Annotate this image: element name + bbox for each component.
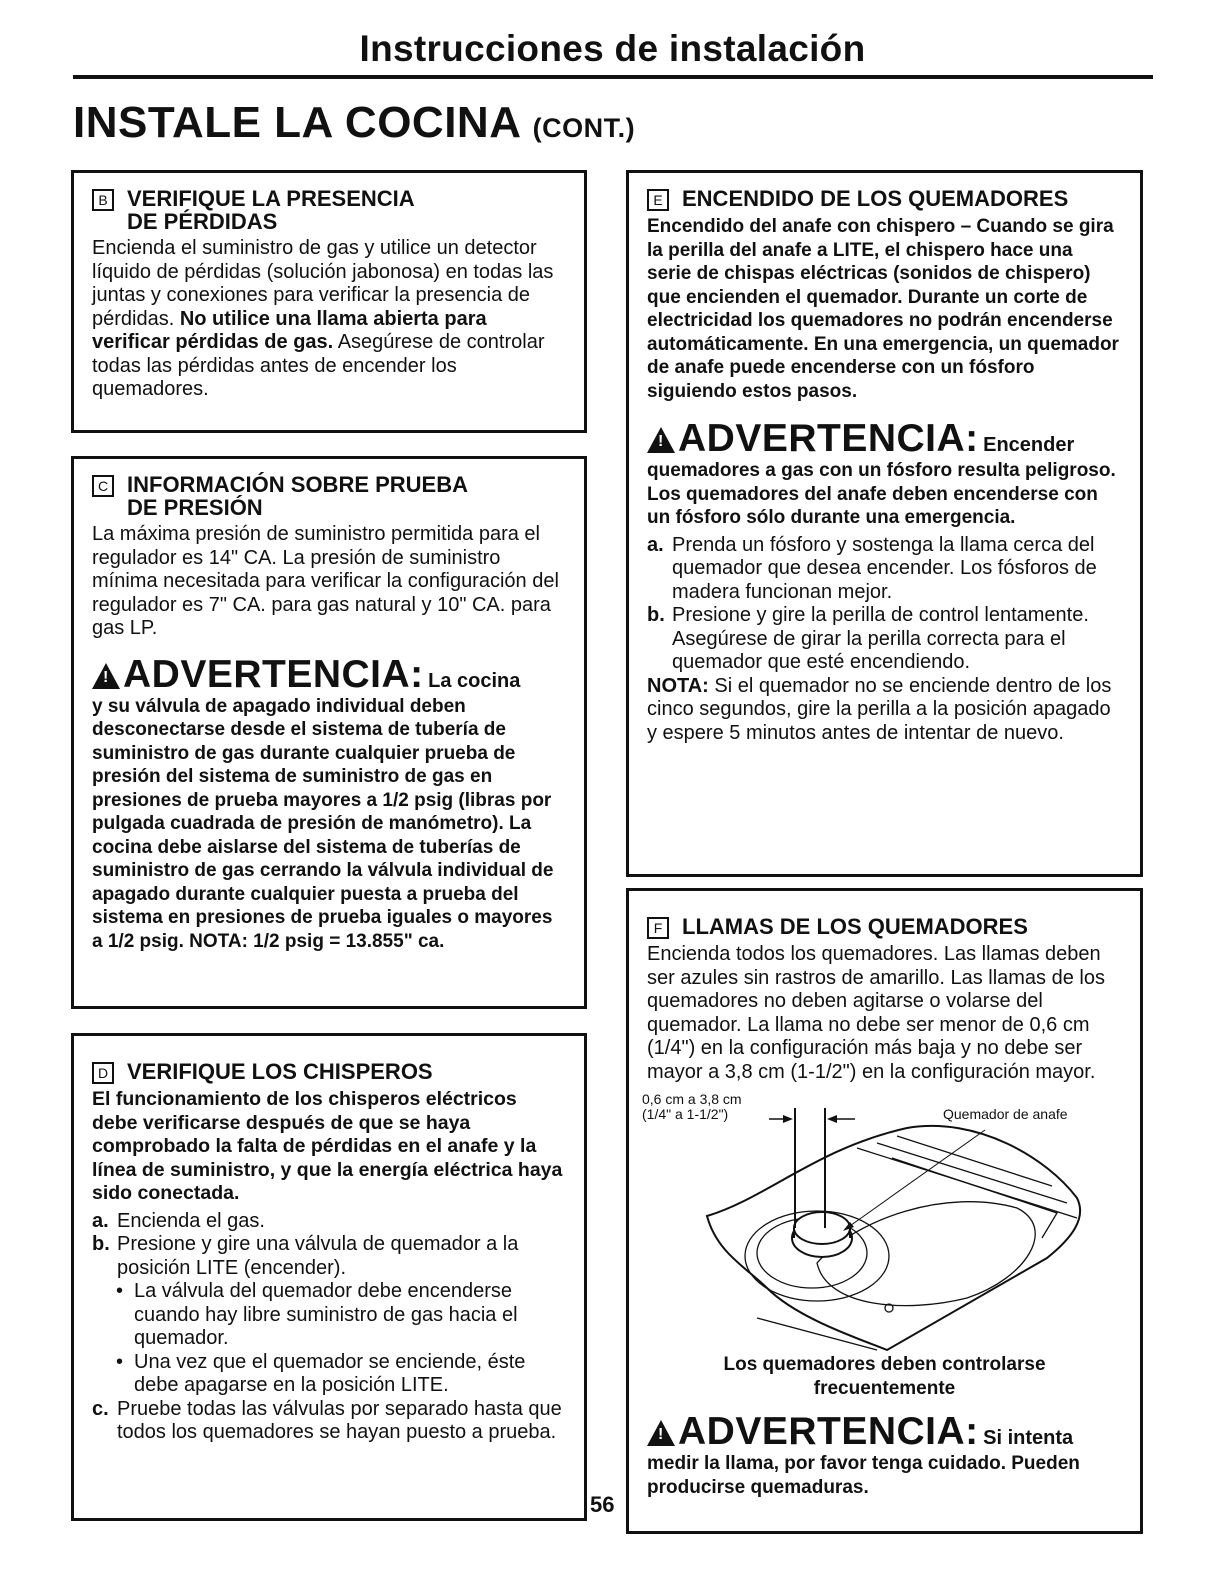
section-body (92, 237, 566, 402)
step-b (647, 604, 1122, 675)
warning-heading (92, 652, 566, 696)
step-a (647, 534, 1122, 605)
header-divider (73, 75, 1153, 79)
body-text-1: Encienda el suministro de gas y utilice un detector líquido de pérdidas (solución jabonosa) en todas las juntas y conexiones para verificar la presencia de pérdidas. (92, 237, 554, 330)
step-b (92, 1233, 566, 1280)
section-title: LLAMAS DE LOS QUEMADORES (682, 914, 1028, 939)
section-heading (647, 187, 1122, 211)
figure-caption-line1: Los quemadores deben controlarse (723, 1354, 1046, 1375)
section-check-igniters (71, 1033, 587, 1521)
warning-word: ADVERTENCIA: (123, 652, 424, 696)
step-a (92, 1210, 566, 1234)
step-label: b. (647, 604, 665, 626)
section-bold-text: El funcionamiento de los chisperos eléctricos debe verificarse después de que se haya comprobado la falta de pérdidas en el anafe y la línea de suministro, y que la energía eléctrica haya sido conectada. (92, 1088, 563, 1204)
warning-heading (647, 419, 1122, 459)
cooktop-burner-illustration (647, 1088, 1127, 1353)
page-number: 56 (590, 1492, 615, 1517)
step-text: Presione y gire la perilla de control lentamente. Asegúrese de girar la perilla correcta para el quemador que esté encendiendo. (672, 604, 1089, 673)
note-text: Si el quemador no se enciende dentro de los cinco segundos, gire la perilla a la posición apagado y espere 5 minutos antes de intentar de nuevo. (647, 674, 1112, 744)
section-title (127, 187, 566, 233)
bullet-icon: • (116, 1280, 124, 1302)
warning-lead: La cocina (428, 669, 521, 692)
step-c (92, 1398, 566, 1445)
section-body: Encienda todos los quemadores. Las llamas deben ser azules sin rastros de amarillo. Las llamas de los quemadores no deben agitarse o volarse del quemador. La llama no debe ser menor de 0,6 cm (1/4") en la configuración más baja y no debe ser mayor a 3,8 cm (1-1/2") en la configuración mayor. (647, 943, 1105, 1083)
page-heading (73, 98, 635, 148)
warning-triangle-icon (647, 427, 675, 453)
section-heading (647, 915, 1122, 939)
figure-label-range: 0,6 cm a 3,8 cm (642, 1091, 742, 1107)
step-label: b. (92, 1233, 110, 1255)
section-pressure-test (71, 456, 587, 1009)
step-text: Prenda un fósforo y sostenga la llama cerca del quemador que desea encender. Los fósforos de madera funcionan mejor. (672, 533, 1097, 603)
body-bold: No utilice una llama abierta para verificar pérdidas de gas. (92, 307, 487, 353)
section-title (127, 473, 566, 519)
warning-triangle-icon (92, 663, 120, 689)
section-heading (92, 1060, 566, 1084)
section-letter-b: B (92, 189, 114, 211)
section-letter-c: C (92, 475, 114, 497)
bullet-item (92, 1280, 566, 1351)
warning-text: medir la llama, por favor tenga cuidado. Pueden producirse quemaduras. (647, 1453, 1080, 1498)
warning-text: y su válvula de apagado individual deben desconectarse desde el sistema de tubería de suministro de gas durante cualquier prueba de presión del sistema de suministro de gas en presiones de prueba mayores a 1/2 psig (libras por pulgada cuadrada de presión de manómetro). La cocina debe aislarse del sistema de tuberías de suministro de gas cerrando la válvula individual de apagado durante cualquier puesta a prueba del sistema en presiones de prueba iguales o mayores a 1/2 psig. NOTA: 1/2 psig = 13.855" ca. (92, 695, 554, 952)
figure-caption-line2: frecuentemente (813, 1377, 956, 1399)
section-bold-text: Encendido del anafe con chispero – Cuando se gira la perilla del anafe a LITE, el chispero hace una serie de chispas eléctricas (sonidos de chispero) que encienden el quemador. Durante un corte de electricidad los quemadores no podrán encenderse automáticamente. En una emergencia, un quemador de anafe puede encenderse con un fósforo siguiendo estos pasos. (647, 216, 1119, 402)
body-text-2: Asegúrese de controlar todas las pérdidas antes de encender los quemadores. (92, 331, 545, 400)
page-heading-suffix: (CONT.) (532, 113, 636, 143)
step-label: c. (92, 1397, 109, 1420)
section-heading (92, 187, 566, 233)
section-title-line1: INFORMACIÓN SOBRE PRUEBA (127, 472, 469, 497)
section-body: La máxima presión de suministro permitida para el regulador es 14" CA. La presión de suministro mínima necesitada para verificar la configuración del regulador es 7" CA. para gas natural y 10" CA. para gas LP. (92, 523, 559, 639)
step-text: Encienda el gas. (117, 1209, 265, 1232)
step-label: a. (647, 533, 664, 556)
bullet-item (92, 1351, 566, 1398)
step-text: Presione y gire una válvula de quemador a la posición LITE (encender). (117, 1233, 519, 1279)
warning-lead: Si intenta (983, 1427, 1074, 1449)
section-title: ENCENDIDO DE LOS QUEMADORES (682, 186, 1069, 211)
section-letter-e: E (647, 189, 669, 211)
section-letter-d: D (92, 1062, 114, 1084)
figure-label-range-inches: (1/4" a 1-1/2") (642, 1106, 729, 1122)
bullet-text: Una vez que el quemador se enciende, éste debe apagarse en la posición LITE. (134, 1350, 526, 1396)
warning-word: ADVERTENCIA: (678, 417, 979, 460)
section-title-line1: VERIFIQUE LA PRESENCIA (127, 186, 415, 211)
section-title-line2: DE PRESIÓN (127, 495, 263, 520)
step-label: a. (92, 1209, 109, 1232)
burner-figure (642, 1088, 1122, 1353)
warning-heading (647, 1412, 1122, 1452)
section-letter-f: F (647, 917, 669, 939)
note-label: NOTA: (647, 674, 709, 697)
figure-caption (647, 1353, 1122, 1400)
section-title: VERIFIQUE LOS CHISPEROS (127, 1059, 433, 1084)
section-heading (92, 473, 566, 519)
bullet-icon: • (116, 1350, 124, 1373)
document-header-title: Instrucciones de instalación (359, 28, 866, 69)
step-text: Pruebe todas las válvulas por separado hasta que todos los quemadores se hayan puesto a prueba. (117, 1397, 562, 1443)
section-title-line2: DE PÉRDIDAS (127, 209, 278, 234)
note (647, 675, 1122, 746)
warning-word: ADVERTENCIA: (678, 1410, 979, 1453)
section-burner-flames (626, 888, 1143, 1534)
bullet-text: La válvula del quemador debe encenderse cuando hay libre suministro de gas hacia el quemador. (134, 1280, 518, 1349)
section-lighting-burners (626, 170, 1143, 877)
section-check-leaks (71, 170, 587, 433)
warning-triangle-icon (647, 1420, 675, 1446)
warning-lead: Encender (983, 434, 1075, 456)
warning-text: quemadores a gas con un fósforo resulta peligroso. Los quemadores del anafe deben encenderse con un fósforo sólo durante una emergencia. (647, 460, 1116, 528)
figure-label-burner: Quemador de anafe (943, 1106, 1068, 1122)
page-heading-text: INSTALE LA COCINA (73, 98, 520, 147)
